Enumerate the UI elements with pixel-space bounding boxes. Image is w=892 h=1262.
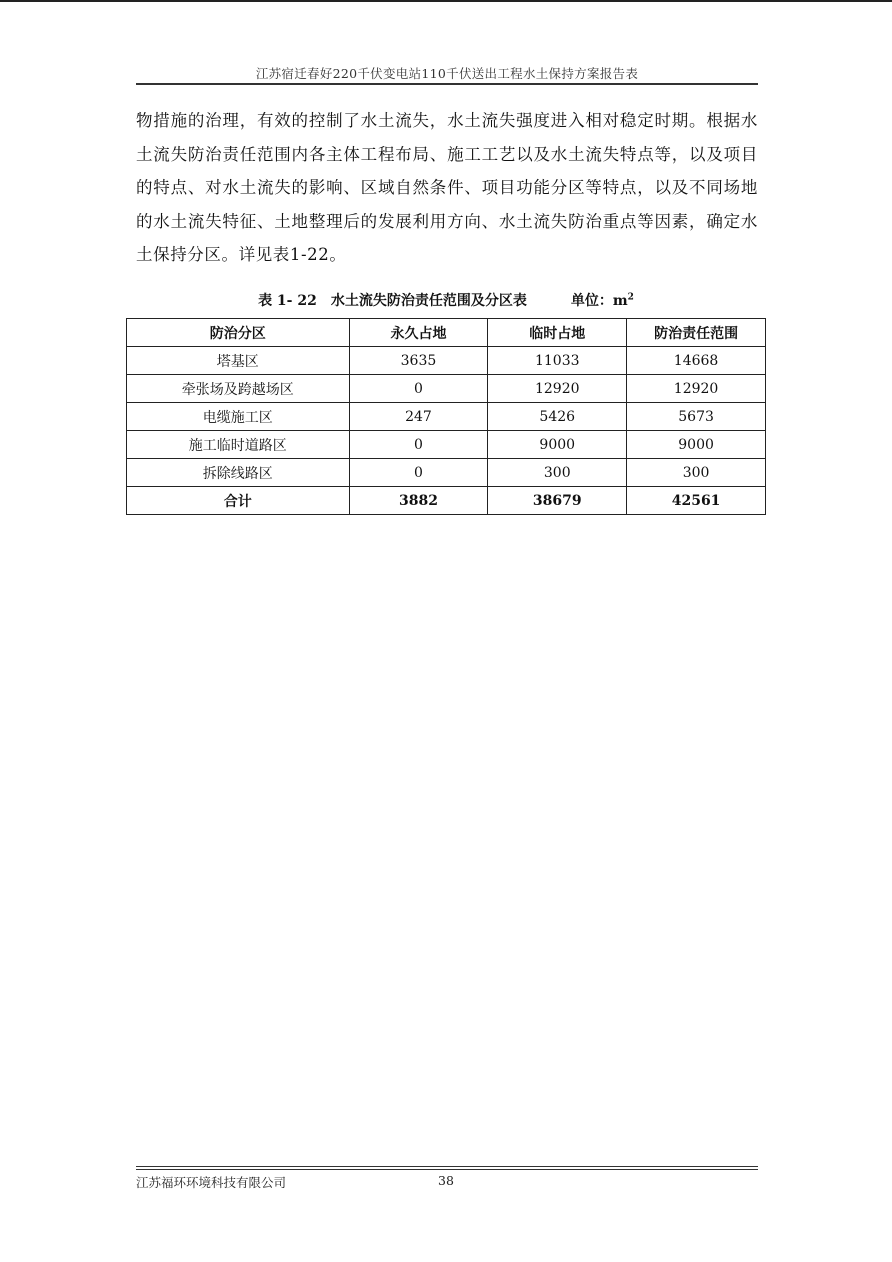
page-number: 38 [438,1173,454,1188]
cell-temporary: 9000 [488,431,627,459]
footer-company: 江苏福环环境科技有限公司 [136,1175,287,1190]
cell-permanent: 0 [349,459,488,487]
table-row [127,347,766,375]
body-paragraph: 物措施的治理，有效的控制了水土流失，水土流失强度进入相对稳定时期。根据水土流失防治责任范围内各主体工程布局、施工工艺以及水土流失特点等，以及项目的特点、对水土流失的影响、区域自然条件、项目功能分区等特点，以及不同场地的水土流失特征、土地整理后的发展利用方向、水土流失防治重点等因素，确定水土保持分区。详见表1-22。 [136,111,758,264]
table-row [127,459,766,487]
table-total-row [127,487,766,515]
cell-responsibility: 12920 [627,375,766,403]
cell-temporary: 12920 [488,375,627,403]
table-row [127,375,766,403]
cell-responsibility: 300 [627,459,766,487]
zone-table [126,318,766,515]
cell-permanent: 0 [349,431,488,459]
table-row [127,431,766,459]
header-temporary-land: 临时占地 [488,319,627,347]
total-permanent: 3882 [349,487,488,515]
cell-temporary: 5426 [488,403,627,431]
table-row [127,403,766,431]
cell-permanent: 247 [349,403,488,431]
header-rule [136,83,758,85]
cell-zone: 电缆施工区 [127,403,350,431]
header-zone: 防治分区 [127,319,350,347]
table-header-row [127,319,766,347]
cell-responsibility: 9000 [627,431,766,459]
header-permanent-land: 永久占地 [349,319,488,347]
cell-temporary: 11033 [488,347,627,375]
total-label: 合计 [127,487,350,515]
table-caption [126,290,766,310]
cell-responsibility: 14668 [627,347,766,375]
cell-zone: 塔基区 [127,347,350,375]
top-border [0,0,892,2]
table-caption-title: 表 1- 22 水土流失防治责任范围及分区表 [258,293,527,309]
footer-rule-top [136,1166,758,1167]
total-responsibility: 42561 [627,487,766,515]
table-unit-superscript: 2 [627,292,634,303]
table-unit [571,290,634,310]
cell-temporary: 300 [488,459,627,487]
cell-zone: 施工临时道路区 [127,431,350,459]
table-unit-label: 单位：m [570,293,628,309]
cell-responsibility: 5673 [627,403,766,431]
cell-permanent: 3635 [349,347,488,375]
cell-permanent: 0 [349,375,488,403]
cell-zone: 拆除线路区 [127,459,350,487]
running-header: 江苏宿迁春好220千伏变电站110千伏送出工程水土保持方案报告表 [255,66,639,81]
cell-zone: 牵张场及跨越场区 [127,375,350,403]
total-temporary: 38679 [488,487,627,515]
header-responsibility-area: 防治责任范围 [627,319,766,347]
footer-rule-bottom [136,1169,758,1170]
